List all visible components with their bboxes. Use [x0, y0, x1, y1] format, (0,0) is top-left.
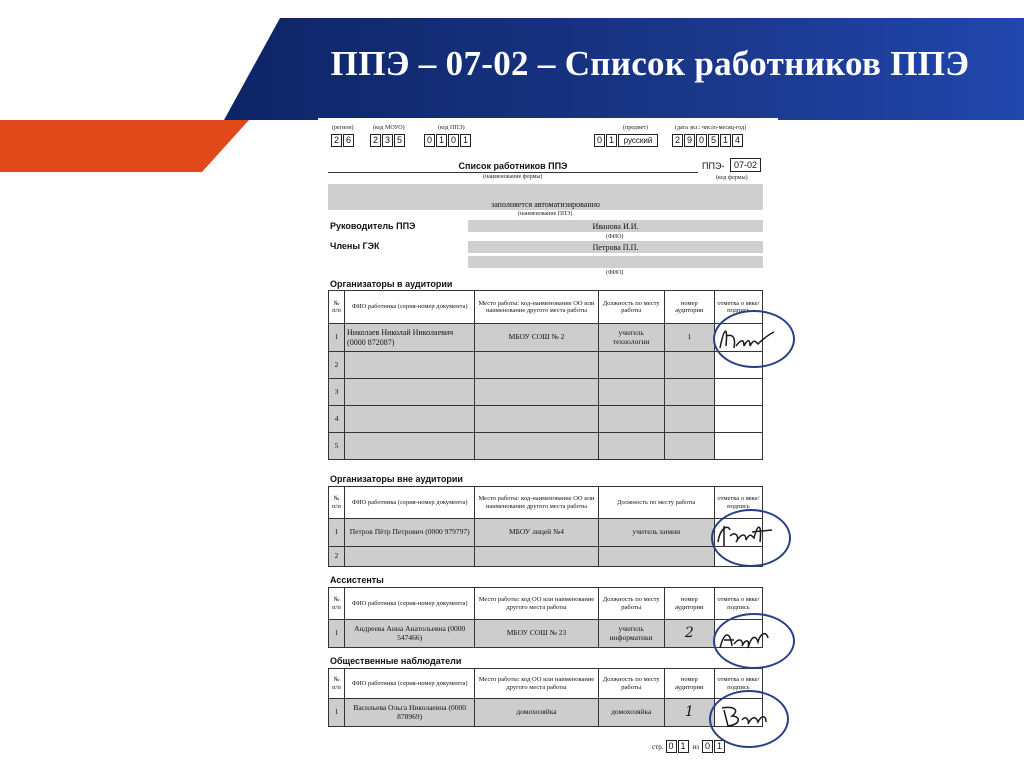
- subject-boxes: [594, 134, 659, 147]
- digit-box: 6: [343, 134, 354, 147]
- digit-box: 2: [672, 134, 683, 147]
- auto-fill-caption: (наименование ППЭ): [518, 211, 573, 217]
- header-cell: отметка о явке/ подпись: [714, 291, 762, 324]
- table-row: 5: [329, 433, 763, 460]
- label-region: (регион): [332, 125, 354, 131]
- header-cell: ФИО работника (серия-номер документа): [345, 291, 475, 324]
- form-title: Список работников ППЭ: [458, 161, 568, 171]
- of-label: из: [692, 742, 700, 751]
- head-name: Иванова И.И.: [592, 222, 639, 231]
- header-cell: № п/п: [329, 669, 345, 699]
- digit-box: 1: [460, 134, 471, 147]
- table-observers: [328, 668, 763, 727]
- digit-box: 0: [594, 134, 605, 147]
- gek-name: Петрова П.П.: [592, 243, 639, 252]
- region-code-boxes: [331, 134, 355, 147]
- auto-fill-text: заполняется автоматизированно: [491, 200, 600, 209]
- section-title-assistants: Ассистенты: [330, 575, 384, 585]
- table-row: 2: [329, 352, 763, 379]
- digit-box: 3: [382, 134, 393, 147]
- header-cell: Должность по месту работы: [598, 588, 664, 620]
- table-outside: [328, 486, 763, 567]
- digit-box: 0: [448, 134, 459, 147]
- gek-name-strip-2: [468, 256, 763, 268]
- gek-label: Члены ГЭК: [330, 241, 380, 251]
- form-title-caption: (наименование формы): [483, 174, 543, 180]
- table-row: 1 Васильева Ольга Николаевна (0000 878969) домохозяйка домохозяйка 1: [329, 699, 763, 727]
- digit-box: 2: [370, 134, 381, 147]
- header-cell: отметка о явке/ подпись: [714, 588, 762, 620]
- header-cell: № п/п: [329, 588, 345, 620]
- table-row: 1 Петров Пётр Петрович (0000 979797) МБОУ лицей №4 учитель химии: [329, 519, 763, 547]
- digit-box: 1: [436, 134, 447, 147]
- header-cell: Должность по месту работы: [598, 669, 664, 699]
- label-mouo: (код МОУО): [373, 125, 405, 131]
- page-counter: стр. 0 1 из 0 1: [652, 740, 726, 753]
- header-cell: Место работы: код-наименование ОО или наименование другого места работы: [475, 487, 598, 519]
- table-row: 2: [329, 547, 763, 567]
- section-title-observers: Общественные наблюдатели: [330, 656, 462, 666]
- digit-box: 9: [684, 134, 695, 147]
- digit-box: 2: [331, 134, 342, 147]
- section-title-outside: Организаторы вне аудитории: [330, 474, 463, 484]
- section-title-in-room: Организаторы в аудитории: [330, 279, 453, 289]
- digit-box: 5: [394, 134, 405, 147]
- head-label: Руководитель ППЭ: [330, 221, 416, 231]
- label-date: (дата экз.: число-месяц-год): [675, 125, 747, 131]
- header-cell: номер аудитории: [664, 669, 714, 699]
- header-cell: Место работы: код ОО или наименование другого места работы: [475, 669, 598, 699]
- mouo-code-boxes: [370, 134, 406, 147]
- digit-box: 1: [720, 134, 731, 147]
- subject-name-box: русский: [618, 134, 658, 147]
- highlight-circle: [711, 509, 791, 567]
- page-label: стр.: [652, 742, 664, 751]
- handwritten-room: 2: [664, 620, 714, 648]
- table-row: 1 Николаев Николай Николаевич (0000 872087) МБОУ СОШ № 2 учитель технологии 1: [329, 324, 763, 352]
- form-code: 07-02: [730, 158, 761, 172]
- handwritten-room: 1: [664, 699, 714, 727]
- digit-box: 0: [424, 134, 435, 147]
- header-cell: № п/п: [329, 291, 345, 324]
- table-assistants: [328, 587, 763, 648]
- header-cell: Место работы: код ОО или наименование другого места работы: [475, 588, 598, 620]
- header-cell: ФИО работника (серия-номер документа): [345, 487, 475, 519]
- table-row: 4: [329, 406, 763, 433]
- highlight-circle: [709, 690, 789, 748]
- digit-box: 4: [732, 134, 743, 147]
- label-subject: (предмет): [623, 125, 648, 131]
- highlight-circle: [713, 310, 795, 368]
- header-cell: номер аудитории: [664, 291, 714, 324]
- slide-title: ППЭ – 07-02 – Список работников ППЭ: [330, 44, 970, 83]
- highlight-circle: [713, 613, 795, 669]
- header-cell: № п/п: [329, 487, 345, 519]
- form-code-prefix: ППЭ-: [702, 161, 725, 171]
- digit-box: 0: [696, 134, 707, 147]
- digit-box: 5: [708, 134, 719, 147]
- form-code-caption: (код формы): [716, 175, 748, 181]
- header-cell: отметка о явке/ подпись: [714, 669, 762, 699]
- table-in-room: [328, 290, 763, 460]
- table-row: 3: [329, 379, 763, 406]
- table-row: 1 Андреева Анна Анатольевна (0000 547466) МБОУ СОШ № 23 учитель информатики 2: [329, 620, 763, 648]
- label-ppe: (код ППЭ): [438, 125, 465, 131]
- fio-caption: (ФИО): [606, 234, 624, 240]
- orange-accent-bar: [0, 120, 249, 172]
- date-boxes: [672, 134, 744, 147]
- scanned-form: [318, 118, 778, 768]
- header-cell: номер аудитории: [664, 588, 714, 620]
- header-cell: отметка о явке/ подпись: [714, 487, 762, 519]
- header-cell: Должность по месту работы: [598, 291, 664, 324]
- digit-box: 1: [606, 134, 617, 147]
- header-cell: Место работы: код-наименование ОО или наименование другого места работы: [475, 291, 598, 324]
- header-cell: Должность по месту работы: [598, 487, 714, 519]
- ppe-code-boxes: [424, 134, 472, 147]
- header-cell: ФИО работника (серия-номер документа): [345, 669, 475, 699]
- fio-caption-2: (ФИО): [606, 270, 624, 276]
- header-cell: ФИО работника (серия-номер документа): [345, 588, 475, 620]
